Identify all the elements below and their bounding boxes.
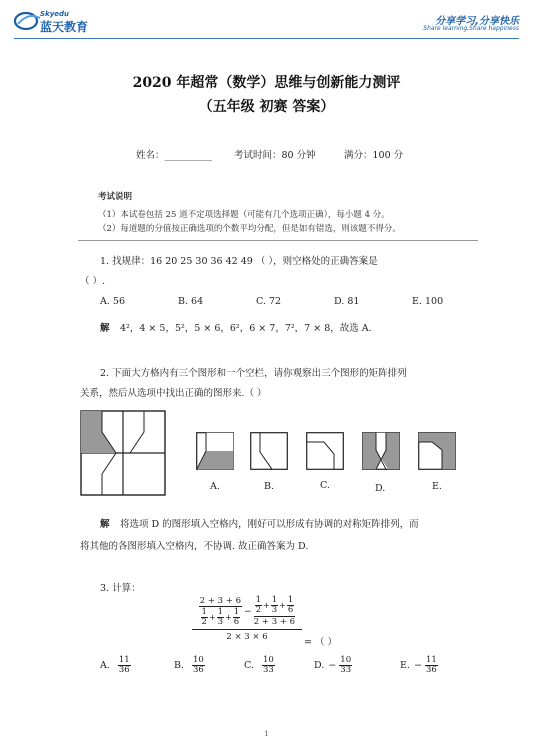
q3-option-d: D. − $\frac{10}{33}$ (314, 655, 352, 675)
q3-option-a: A. $\frac{11}{36}$ (100, 655, 130, 675)
q3-option-c: C. $\frac{10}{33}$ (244, 655, 274, 675)
q2-solution-text-line1: 将选项 D 的图形填入空格内，刚好可以形成有协调的对称矩阵排列，而 (120, 519, 419, 530)
q2-solution-text-line2: 将其他的各图形填入空格内，不协调. 故正确答案为 D. (80, 541, 309, 552)
q2-matrix-figure (80, 410, 166, 496)
skyedu-logo-icon (14, 10, 42, 32)
q3-frac-1-3: $\frac{1}{3}$ (217, 607, 224, 627)
q3-frac-1-6: $\frac{1}{6}$ (233, 607, 240, 627)
q2-option-c-figure (306, 432, 344, 470)
logo-text-en: Skyedu (40, 10, 70, 18)
q3-equals-blank: = （ ） (304, 637, 337, 648)
q1-option-d: D. 81 (334, 296, 360, 307)
q3-frac-1-6b: $\frac{1}{6}$ (287, 595, 294, 615)
instruction-item-1: （1）本试卷包括 25 道不定项选择题（可能有几个选项正确），每小题 4 分。 (98, 210, 390, 220)
q2-stem-line1: 2. 下面大方格内有三个图形和一个空栏，请你观察出三个图形的矩阵排列 (100, 368, 407, 379)
name-field-label: 姓名：__________ (136, 150, 213, 161)
q3-expr-denominator: 2 × 3 × 6 (226, 632, 268, 642)
q2-option-d-label: D. (375, 483, 386, 494)
q1-option-c: C. 72 (256, 296, 282, 307)
q3-frac-1-2b: $\frac{1}{2}$ (255, 595, 261, 615)
instructions-heading: 考试说明 (98, 192, 133, 202)
page-number: 1 (264, 730, 269, 738)
q2-option-b-figure (250, 432, 288, 470)
q1-option-a: A. 56 (100, 296, 125, 307)
full-score-label: 满分：100 分 (344, 150, 404, 161)
page-subtitle: （五年级 初赛 答案） (198, 99, 335, 115)
q3-stem: 3. 计算： (100, 583, 141, 594)
q3-frac-1-3b: $\frac{1}{3}$ (271, 595, 278, 615)
q2-option-e-figure (418, 432, 456, 470)
q1-solution-text: 4²，4 × 5，5²，5 × 6，6²，6 × 7，7²，7 × 8，故选 A. (120, 323, 372, 334)
q2-option-d-figure (362, 432, 400, 470)
slogan-cn: 分享学习,分享快乐 (435, 16, 519, 27)
q3-expr-num-a: 2 + 3 + 6 (199, 596, 242, 606)
q2-stem-line2: 关系，然后从选项中找出正确的图形来.（ ） (80, 388, 267, 399)
q1-option-b: B. 64 (178, 296, 204, 307)
exam-time-label: 考试时间：80 分钟 (234, 150, 316, 161)
q1-option-e: E. 100 (412, 296, 444, 307)
q3-option-e: E. − $\frac{11}{36}$ (400, 655, 437, 675)
q2-solution-label: 解 (100, 519, 110, 530)
q1-solution-label: 解 (100, 323, 110, 334)
logo-text-cn: 蓝天教育 (40, 20, 89, 34)
page-title: 2020 年超常（数学）思维与创新能力测评 (132, 75, 401, 91)
section-divider (78, 240, 478, 241)
q2-option-e-label: E. (432, 481, 442, 492)
q2-option-b-label: B. (264, 481, 275, 492)
instruction-item-2: （2）每道题的分值按正确选项的个数平均分配，但是如有错选，则该题不得分。 (98, 224, 401, 234)
q3-expression: 2 + 3 + 6 $\frac{1}{2}$ + $\frac{1}{3}$ + $\frac{1}{6}$ − $\frac{1}{2}$ + $\frac{1}{3}$ + $\frac{1}{6}$ 2 + 3 + 6 2 × 3 × 6 (192, 596, 302, 642)
q1-stem-line1: 1. 找规律：16 20 25 30 36 42 49 （ ），则空格处的正确答案是 (100, 256, 378, 267)
q2-option-a-figure (196, 432, 234, 470)
header-divider (14, 38, 519, 39)
q3-expr-den-b: 2 + 3 + 6 (253, 617, 296, 627)
q3-frac-1-2: $\frac{1}{2}$ (201, 607, 207, 627)
q2-option-a-label: A. (210, 481, 220, 492)
q2-option-c-label: C. (320, 480, 330, 491)
q3-minus-sign: − (244, 606, 252, 617)
slogan-en: Share learning,Share happiness (423, 25, 519, 32)
q3-option-b: B. $\frac{10}{36}$ (174, 655, 204, 675)
q1-stem-line2: （ ）. (80, 276, 106, 287)
